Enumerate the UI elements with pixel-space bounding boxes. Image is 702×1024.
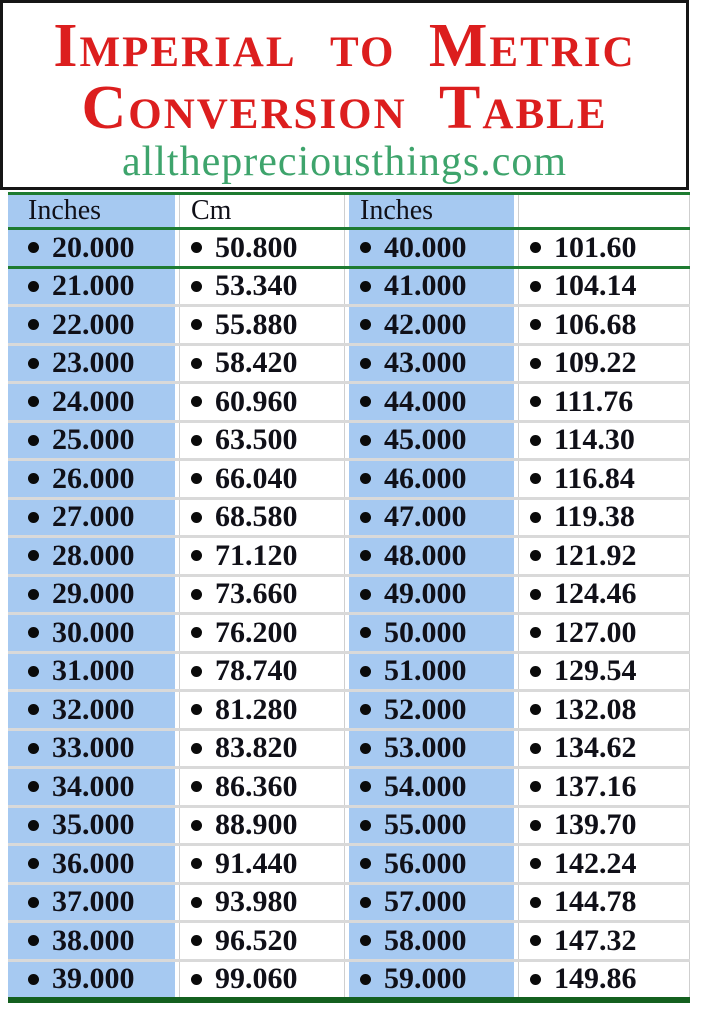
bullet-icon	[360, 704, 371, 715]
cell-value: 52.000	[384, 692, 467, 726]
bullet-icon	[28, 512, 39, 523]
bullet-icon	[530, 589, 541, 600]
bullet-icon	[191, 820, 202, 831]
cm-cell-right	[518, 885, 690, 921]
bullet-icon	[191, 627, 202, 638]
cell-value: 28.000	[52, 538, 135, 572]
inches-cell-right	[349, 577, 514, 613]
cell-value: 48.000	[384, 538, 467, 572]
cell-value: 81.280	[215, 692, 298, 726]
bullet-icon	[360, 550, 371, 561]
bullet-icon	[191, 319, 202, 330]
cell-value: 132.08	[554, 692, 637, 726]
cell-value: 23.000	[52, 346, 135, 380]
cm-cell-left	[179, 808, 345, 844]
bullet-icon	[28, 358, 39, 369]
table-row	[8, 654, 690, 693]
cm-cell-right	[518, 615, 690, 651]
cm-cell-left	[179, 230, 345, 266]
inches-cell-left	[8, 962, 175, 998]
table-row	[8, 692, 690, 731]
cm-cell-left	[179, 962, 345, 998]
bullet-icon	[530, 820, 541, 831]
cm-cell-right	[518, 423, 690, 459]
cell-value: 149.86	[554, 962, 637, 996]
bullet-icon	[28, 935, 39, 946]
bullet-icon	[191, 550, 202, 561]
bullet-icon	[530, 396, 541, 407]
cm-cell-right	[518, 692, 690, 728]
table-row	[8, 461, 690, 500]
cell-value: 53.340	[215, 269, 298, 303]
cm-cell-right	[518, 538, 690, 574]
cell-value: 111.76	[554, 384, 634, 418]
cell-value: 56.000	[384, 846, 467, 880]
cell-value: 38.000	[52, 923, 135, 957]
cell-value: 55.000	[384, 808, 467, 842]
bullet-icon	[28, 974, 39, 985]
cell-value: 129.54	[554, 654, 637, 688]
bullet-icon	[191, 704, 202, 715]
bullet-icon	[28, 743, 39, 754]
cm-cell-right	[518, 808, 690, 844]
inches-cell-right	[349, 692, 514, 728]
cell-value: 50.800	[215, 230, 298, 264]
inches-cell-right	[349, 731, 514, 767]
cell-value: 93.980	[215, 885, 298, 919]
cell-value: 50.000	[384, 615, 467, 649]
table-row	[8, 923, 690, 962]
cell-value: 54.000	[384, 769, 467, 803]
bullet-icon	[530, 473, 541, 484]
cell-value: 88.900	[215, 808, 298, 842]
cell-value: 44.000	[384, 384, 467, 418]
inches-cell-right	[349, 269, 514, 305]
bullet-icon	[360, 512, 371, 523]
cm-cell-left	[179, 692, 345, 728]
bullet-icon	[360, 781, 371, 792]
cell-value: 78.740	[215, 654, 298, 688]
cell-value: 71.120	[215, 538, 298, 572]
cell-value: 83.820	[215, 731, 298, 765]
inches-cell-right	[349, 654, 514, 690]
cm-cell-right	[518, 846, 690, 882]
cell-value: 127.00	[554, 615, 637, 649]
cell-value: 51.000	[384, 654, 467, 688]
inches-cell-left	[8, 423, 175, 459]
bullet-icon	[191, 435, 202, 446]
table-row	[8, 846, 690, 885]
cell-value: 24.000	[52, 384, 135, 418]
cell-value: 46.000	[384, 461, 467, 495]
cm-cell-left	[179, 423, 345, 459]
website-text: allthepreciousthings.com	[121, 139, 568, 185]
bullet-icon	[530, 781, 541, 792]
bullet-icon	[191, 974, 202, 985]
cell-value: 42.000	[384, 307, 467, 341]
cm-cell-left	[179, 923, 345, 959]
bullet-icon	[530, 550, 541, 561]
cell-value: 116.84	[554, 461, 635, 495]
table-row	[8, 500, 690, 539]
bullet-icon	[530, 704, 541, 715]
bullet-icon	[191, 743, 202, 754]
cell-value: 101.60	[554, 230, 637, 264]
bullet-icon	[360, 281, 371, 292]
bullet-icon	[530, 512, 541, 523]
cell-value: 20.000	[52, 230, 135, 264]
inches-cell-left	[8, 500, 175, 536]
table-row	[8, 885, 690, 924]
inches-cell-right	[349, 846, 514, 882]
cm-cell-right	[518, 269, 690, 305]
inches-cell-left	[8, 307, 175, 343]
cm-cell-right	[518, 577, 690, 613]
inches-cell-right	[349, 230, 514, 266]
cell-value: 114.30	[554, 423, 635, 457]
cell-value: 53.000	[384, 731, 467, 765]
cell-value: 68.580	[215, 500, 298, 534]
cell-value: 32.000	[52, 692, 135, 726]
bullet-icon	[28, 473, 39, 484]
cell-value: 106.68	[554, 307, 637, 341]
header-cell-cm-right	[518, 195, 690, 227]
cm-cell-left	[179, 384, 345, 420]
inches-cell-right	[349, 538, 514, 574]
inches-cell-left	[8, 384, 175, 420]
cm-cell-left	[179, 731, 345, 767]
cm-cell-right	[518, 500, 690, 536]
cell-value: 49.000	[384, 577, 467, 611]
cell-value: 66.040	[215, 461, 298, 495]
bullet-icon	[360, 820, 371, 831]
cell-value: 37.000	[52, 885, 135, 919]
cm-cell-left	[179, 346, 345, 382]
bullet-icon	[191, 781, 202, 792]
bullet-icon	[530, 743, 541, 754]
bullet-icon	[360, 589, 371, 600]
bullet-icon	[530, 627, 541, 638]
table-row	[8, 538, 690, 577]
bullet-icon	[191, 242, 202, 253]
cm-cell-right	[518, 731, 690, 767]
inches-cell-right	[349, 962, 514, 998]
cm-cell-left	[179, 885, 345, 921]
cell-value: 30.000	[52, 615, 135, 649]
bullet-icon	[360, 858, 371, 869]
cell-value: 73.660	[215, 577, 298, 611]
cell-value: 35.000	[52, 808, 135, 842]
cell-value: 25.000	[52, 423, 135, 457]
cm-cell-left	[179, 654, 345, 690]
cell-value: 58.000	[384, 923, 467, 957]
cell-value: 21.000	[52, 269, 135, 303]
bullet-icon	[28, 589, 39, 600]
cell-value: 55.880	[215, 307, 298, 341]
table-row	[8, 577, 690, 616]
bullet-icon	[360, 627, 371, 638]
bullet-icon	[530, 358, 541, 369]
bullet-icon	[360, 242, 371, 253]
inches-cell-left	[8, 885, 175, 921]
bullet-icon	[191, 589, 202, 600]
table-row	[8, 615, 690, 654]
cm-cell-right	[518, 346, 690, 382]
table-header-row	[8, 195, 690, 230]
conversion-table	[8, 192, 690, 1003]
bullet-icon	[191, 396, 202, 407]
cm-cell-left	[179, 769, 345, 805]
bullet-icon	[191, 512, 202, 523]
bullet-icon	[530, 435, 541, 446]
cell-value: 36.000	[52, 846, 135, 880]
bullet-icon	[191, 858, 202, 869]
bullet-icon	[28, 396, 39, 407]
bullet-icon	[360, 358, 371, 369]
bullet-icon	[530, 897, 541, 908]
inches-cell-right	[349, 885, 514, 921]
cell-value: 41.000	[384, 269, 467, 303]
cm-cell-left	[179, 538, 345, 574]
bullet-icon	[530, 858, 541, 869]
inches-cell-left	[8, 654, 175, 690]
header-cell-cm-left: Cm	[179, 195, 345, 227]
inches-cell-right	[349, 384, 514, 420]
bullet-icon	[360, 319, 371, 330]
cm-cell-right	[518, 962, 690, 998]
cell-value: 147.32	[554, 923, 637, 957]
cm-cell-left	[179, 577, 345, 613]
cell-value: 43.000	[384, 346, 467, 380]
cell-value: 119.38	[554, 500, 635, 534]
cell-value: 40.000	[384, 230, 467, 264]
bullet-icon	[28, 858, 39, 869]
table-row	[8, 808, 690, 847]
inches-cell-right	[349, 461, 514, 497]
inches-cell-right	[349, 423, 514, 459]
table-body	[8, 230, 690, 997]
table-row	[8, 384, 690, 423]
cell-value: 57.000	[384, 885, 467, 919]
bullet-icon	[530, 319, 541, 330]
bullet-icon	[28, 820, 39, 831]
inches-cell-left	[8, 846, 175, 882]
cell-value: 63.500	[215, 423, 298, 457]
cell-value: 137.16	[554, 769, 637, 803]
table-row	[8, 269, 690, 308]
inches-cell-right	[349, 615, 514, 651]
bullet-icon	[191, 281, 202, 292]
cm-cell-right	[518, 384, 690, 420]
bullet-icon	[191, 666, 202, 677]
bullet-icon	[360, 935, 371, 946]
inches-cell-left	[8, 577, 175, 613]
cell-value: 34.000	[52, 769, 135, 803]
cell-value: 109.22	[554, 346, 637, 380]
cell-value: 142.24	[554, 846, 637, 880]
inches-cell-left	[8, 269, 175, 305]
cell-value: 134.62	[554, 731, 637, 765]
bullet-icon	[360, 974, 371, 985]
bullet-icon	[530, 242, 541, 253]
inches-cell-right	[349, 346, 514, 382]
inches-cell-left	[8, 615, 175, 651]
cell-value: 47.000	[384, 500, 467, 534]
inches-cell-left	[8, 923, 175, 959]
inches-cell-right	[349, 307, 514, 343]
cell-value: 76.200	[215, 615, 298, 649]
table-row	[8, 769, 690, 808]
inches-cell-right	[349, 808, 514, 844]
bullet-icon	[191, 473, 202, 484]
bullet-icon	[360, 396, 371, 407]
inches-cell-left	[8, 346, 175, 382]
page-title-line-1: Imperial to Metric	[53, 12, 636, 80]
inches-cell-left	[8, 731, 175, 767]
cell-value: 22.000	[52, 307, 135, 341]
cell-value: 104.14	[554, 269, 637, 303]
cell-value: 33.000	[52, 731, 135, 765]
title-box	[0, 0, 689, 190]
inches-cell-right	[349, 923, 514, 959]
inches-cell-left	[8, 808, 175, 844]
bullet-icon	[28, 897, 39, 908]
cell-value: 60.960	[215, 384, 298, 418]
bullet-icon	[28, 627, 39, 638]
bullet-icon	[530, 974, 541, 985]
bullet-icon	[360, 473, 371, 484]
cell-value: 27.000	[52, 500, 135, 534]
cell-value: 58.420	[215, 346, 298, 380]
inches-cell-right	[349, 500, 514, 536]
page-title-line-2: Conversion Table	[81, 74, 608, 142]
bullet-icon	[360, 897, 371, 908]
cell-value: 124.46	[554, 577, 637, 611]
bullet-icon	[360, 435, 371, 446]
table-row	[8, 423, 690, 462]
bullet-icon	[191, 935, 202, 946]
bullet-icon	[28, 550, 39, 561]
inches-cell-right	[349, 769, 514, 805]
table-row	[8, 307, 690, 346]
bullet-icon	[191, 897, 202, 908]
bullet-icon	[360, 743, 371, 754]
inches-cell-left	[8, 461, 175, 497]
table-row	[8, 731, 690, 770]
cm-cell-right	[518, 769, 690, 805]
table-row	[8, 962, 690, 998]
cell-value: 29.000	[52, 577, 135, 611]
header-cell-inches-right: Inches	[349, 195, 514, 227]
inches-cell-left	[8, 538, 175, 574]
cm-cell-right	[518, 307, 690, 343]
table-row	[8, 346, 690, 385]
cm-cell-left	[179, 500, 345, 536]
bullet-icon	[530, 281, 541, 292]
cm-cell-left	[179, 461, 345, 497]
cell-value: 45.000	[384, 423, 467, 457]
cell-value: 121.92	[554, 538, 637, 572]
bullet-icon	[28, 435, 39, 446]
header-cell-inches-left: Inches	[8, 195, 175, 227]
cm-cell-right	[518, 230, 690, 266]
cm-cell-right	[518, 654, 690, 690]
cell-value: 39.000	[52, 962, 135, 996]
cm-cell-left	[179, 615, 345, 651]
bullet-icon	[28, 319, 39, 330]
cell-value: 26.000	[52, 461, 135, 495]
bullet-icon	[360, 666, 371, 677]
cm-cell-right	[518, 461, 690, 497]
cm-cell-left	[179, 846, 345, 882]
bullet-icon	[28, 781, 39, 792]
cell-value: 96.520	[215, 923, 298, 957]
inches-cell-left	[8, 692, 175, 728]
cm-cell-left	[179, 307, 345, 343]
bullet-icon	[530, 666, 541, 677]
cm-cell-right	[518, 923, 690, 959]
cell-value: 59.000	[384, 962, 467, 996]
cell-value: 91.440	[215, 846, 298, 880]
cm-cell-left	[179, 269, 345, 305]
cell-value: 144.78	[554, 885, 637, 919]
bullet-icon	[28, 704, 39, 715]
inches-cell-left	[8, 230, 175, 266]
bullet-icon	[191, 358, 202, 369]
bullet-icon	[28, 281, 39, 292]
bullet-icon	[28, 242, 39, 253]
bullet-icon	[28, 666, 39, 677]
inches-cell-left	[8, 769, 175, 805]
bullet-icon	[530, 935, 541, 946]
table-row	[8, 230, 690, 269]
cell-value: 86.360	[215, 769, 298, 803]
cell-value: 31.000	[52, 654, 135, 688]
cell-value: 139.70	[554, 808, 637, 842]
cell-value: 99.060	[215, 962, 298, 996]
